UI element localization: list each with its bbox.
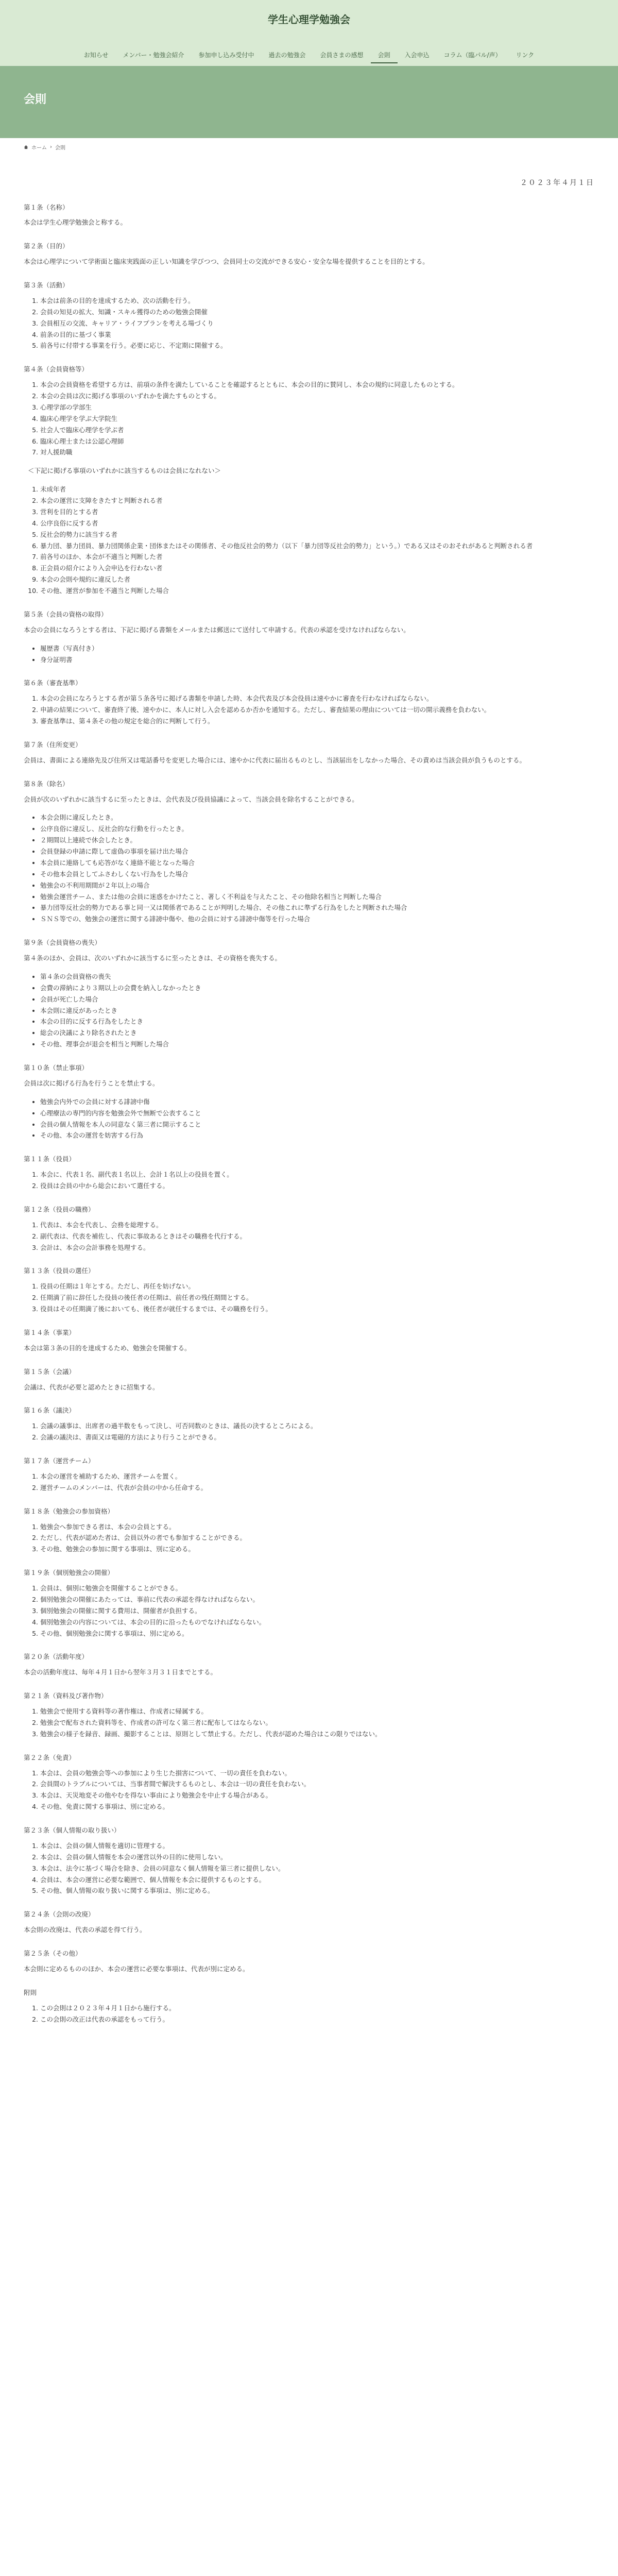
list-item: 1. 本会の会員資格を希望する方は、前項の条件を満たしていることを確認するとともに、本会の目的に賛同し、本会の規約に同意したものとする。 [40,379,594,391]
article-list [24,1583,594,1639]
article-list [24,693,594,727]
article-list [24,1169,594,1192]
list-item: • 総会の決議により除名されたとき [40,1027,594,1039]
list-item: • ２期間以上連続で休会したとき。 [40,835,594,846]
list-item: • その他、理事会が退会を相当と判断した場合 [40,1039,594,1050]
article-list [24,1521,594,1555]
article-text: 会員は、書面による連絡先及び住所又は電話番号を変更した場合には、速やかに代表に届出るものとし、当該届出をしなかった場合、その責めは当該会員が負うものとする。 [24,756,526,764]
list-item: • 会費の滞納により３期以上の会費を納入しなかったとき [40,982,594,994]
article-list [24,295,594,351]
article-text: 会員が次のいずれかに該当するに至ったときは、会代表及び役員協議によって、当該会員を除名することができる。 [24,795,358,803]
article-heading: 第１２条（役員の職務） [24,1205,95,1213]
article-heading: 第２５条（その他） [24,1950,82,1957]
article-a20 [24,1651,594,1678]
list-item: 2. 会員の知見の拡大、知識・スキル獲得のための勉強会開催 [40,307,594,318]
article-heading: 第６条（審査基準） [24,679,82,687]
list-item: 1. 本会は前条の目的を達成するため、次の活動を行う。 [40,295,594,307]
list-item: 2. 運営チームのメンバーは、代表が会員の中から任命する。 [40,1482,594,1494]
article-a15 [24,1366,594,1393]
article-a10 [24,1062,594,1141]
article-heading: 第２０条（活動年度） [24,1653,89,1661]
article-heading: 第１３条（役員の選任） [24,1267,95,1275]
list-item: 2. 勉強会で配布された資料等を、作成者の許可なく第三者に配布してはならない。 [40,1717,594,1728]
article-list [24,1096,594,1142]
articles [24,202,594,2025]
list-item: 5. その他、個別勉強会に関する事項は、別に定める。 [40,1628,594,1639]
article-a12 [24,1204,594,1253]
article-heading: 第９条（会員資格の喪失） [24,939,101,947]
list-item: 4. その他、免責に関する事項は、別に定める。 [40,1801,594,1812]
list-item: 1. 会員は、個別に勉強会を開催することができる。 [40,1583,594,1594]
article-a4 [24,364,594,597]
article-list [24,1840,594,1896]
article-a23 [24,1825,594,1896]
list-item: • 第４条の会員資格の喪失 [40,971,594,982]
nav-item[interactable]: 入会申込 [404,52,430,59]
article-heading: 第１０条（禁止事項） [24,1064,89,1072]
list-item: 1. 会議の議事は、出席者の過半数をもって決し、可否同数のときは、議長の決するところによる。 [40,1420,594,1432]
article-text: 本会は学生心理学勉強会と称する。 [24,218,127,227]
article-a14 [24,1327,594,1354]
article-a18 [24,1506,594,1555]
article-a7 [24,739,594,766]
list-item: • 本会会則に違反したとき。 [40,812,594,823]
list-item: • 本会則に違反があったとき [40,1005,594,1016]
list-item: 3. 会計は、本会の会計事務を処理する。 [40,1242,594,1253]
list-item: • 本会員に連絡しても応答がなく連絡不能となった場合 [40,857,594,869]
home-icon [24,145,28,149]
list-item: 2. 会員間のトラブルについては、当事者間で解決するものとし、本会は一切の責任を負わない。 [40,1778,594,1790]
list-item: 2. ただし、代表が認めた者は、会員以外の者でも参加することができる。 [40,1532,594,1544]
list-item: 2. 本会の会員は次に掲げる事項のいずれかを満たすものとする。 [40,391,594,402]
article-heading: 第１７条（運営チーム） [24,1457,95,1465]
site-header [0,0,618,66]
article-heading: 第１１条（役員） [24,1155,76,1163]
article-heading: 第１９条（個別勉強会の開催） [24,1569,114,1577]
article-a13 [24,1265,594,1315]
list-item: 3. 心理学部の学部生 [40,402,594,413]
site-title[interactable]: 学生心理学勉強会 [268,13,350,26]
list-item: • その他本会員としてふさわしくない行為をした場合 [40,869,594,880]
article-a8 [24,778,594,925]
list-item: • 暴力団等反社会的勢力である事と同一又は関係者であることが判明した場合、その他これに準ずる行為をしたと判断された場合 [40,902,594,913]
list-item: • ＳＮＳ等での、勉強会の運営に関する誹謗中傷や、他の会員に対する誹謗中傷等を行った場合 [40,913,594,925]
list-item: 2. 本会の運営に支障をきたすと判断される者 [40,495,594,506]
list-item: 1. 役員の任期は１年とする。ただし、再任を妨げない。 [40,1281,594,1292]
list-item: • 勉強会運営チーム、または他の会員に迷惑をかけたこと、著しく不利益を与えたこと、その他除名相当と判断した場合 [40,891,594,903]
article-a6 [24,677,594,727]
article-a19 [24,1567,594,1639]
article-supp [24,1987,594,2025]
article-a9 [24,937,594,1050]
article-list [24,1768,594,1813]
list-item: 2. 個別勉強会の開催にあたっては、事前に代表の承認を得なければならない。 [40,1594,594,1605]
article-a11 [24,1154,594,1192]
list-item: 4. 前条の目的に基づく事業 [40,329,594,341]
article-a17 [24,1455,594,1494]
list-item: 5. その他、個人情報の取り扱いに関する事項は、別に定める。 [40,1885,594,1896]
breadcrumb [0,138,618,156]
article-list [24,1219,594,1253]
list-item: 1. 未成年者 [40,484,594,495]
list-item: 2. 副代表は、代表を補佐し、代表に事故あるときはその職務を代行する。 [40,1231,594,1242]
article-heading: 第２２条（免責） [24,1753,76,1761]
article-text: 本会は第３条の目的を達成するため、勉強会を開催する。 [24,1344,191,1352]
rules-document [0,177,618,2025]
nav-item[interactable]: 会則 [371,47,398,63]
article-heading: 第４条（会員資格等） [24,365,89,374]
list-item: 3. 役員はその任期満了後においても、後任者が就任するまでは、その職務を行う。 [40,1303,594,1315]
article-list [24,2003,594,2025]
list-item: 3. 審査基準は、第４条その他の規定を総合的に判断して行う。 [40,716,594,727]
list-item: • 会員の個人情報を本人の同意なく第三者に開示すること [40,1119,594,1130]
article-text: 会員は次に掲げる行為を行うことを禁止する。 [24,1079,159,1087]
list-item: 4. 個別勉強会の内容については、本会の目的に沿ったものでなければならない。 [40,1617,594,1628]
list-item: • 勉強会の不利用期間が２年以上の場合 [40,880,594,891]
nav-item[interactable]: お知らせ [83,52,109,59]
article-list [24,971,594,1050]
article-a5 [24,609,594,666]
list-item: 5. 社会人で臨床心理学を学ぶ者 [40,425,594,436]
list-item: 6. 暴力団、暴力団員、暴力団関係企業・団体またはその関係者、その他反社会的勢力（以下「暴力団等反社会的勢力」という。）である又はそのおそれがあると判断される者 [40,540,594,552]
article-heading: 第８条（除名） [24,779,69,788]
list-item: 1. 本会に、代表１名、副代表１名以上、会計１名以上の役員を置く。 [40,1169,594,1180]
page-hero [0,66,618,138]
list-item: 3. 本会は、天災地変その他やむを得ない事由により勉強会を中止する場合がある。 [40,1790,594,1801]
list-item: 2. 会議の議決は、書面又は電磁的方法により行うことができる。 [40,1432,594,1443]
article-heading: 第１６条（議決） [24,1406,76,1415]
article-heading: 第１５条（会議） [24,1367,76,1376]
article-heading: 第２４条（会則の改廃） [24,1910,95,1919]
list-item: 10. その他、運営が参加を不適当と判断した場合 [40,585,594,597]
article-text: 本会の活動年度は、毎年４月１日から翌年３月３１日までとする。 [24,1668,217,1676]
article-list [24,643,594,666]
global-nav [31,47,587,63]
list-item: 3. その他、勉強会の参加に関する事項は、別に定める。 [40,1544,594,1555]
nav-item[interactable]: 過去の勉強会 [268,52,306,59]
nav-item[interactable]: 会員さまの感想 [320,52,364,59]
list-item: 1. 代表は、本会を代表し、会務を総理する。 [40,1219,594,1231]
list-item: 4. 公序良俗に反する者 [40,518,594,529]
article-a21 [24,1690,594,1740]
article-a3 [24,280,594,351]
list-item: 3. 本会は、法令に基づく場合を除き、会員の同意なく個人情報を第三者に提供しない。 [40,1863,594,1874]
list-item: 1. この会則は２０２３年４月１日から施行する。 [40,2003,594,2014]
article-heading: 附則 [24,1988,37,1996]
list-item: 1. 勉強会へ参加できる者は、本会の会員とする。 [40,1521,594,1533]
article-text: 会議は、代表が必要と認めたときに招集する。 [24,1383,159,1391]
article-heading: 第３条（活動） [24,281,69,289]
list-item: • 心理療法の専門的内容を勉強会外で無断で公表すること [40,1108,594,1119]
article-list [24,1706,594,1740]
nav-item[interactable]: メンバー・勉強会紹介 [123,52,184,59]
list-item: 7. 対人援助職 [40,447,594,458]
list-item: • 公序良俗に違反し、反社会的な行動を行ったとき。 [40,823,594,835]
article-heading: 第５条（会員の資格の取得） [24,610,108,618]
article-text: 本会則に定めるもののほか、本会の運営に必要な事項は、代表が別に定める。 [24,1964,249,1973]
article-list [24,379,594,458]
list-item: • 身分証明書 [40,654,594,666]
list-item: 6. 臨床心理士または公認心理師 [40,436,594,447]
article-heading: 第１８条（勉強会の参加資格） [24,1507,114,1515]
list-item: 4. 会員は、本会の運営に必要な範囲で、個人情報を本会に提供するものとする。 [40,1874,594,1886]
list-item: 1. 本会の会員になろうとする者が第５条各号に掲げる書類を申請した時、本会代表及び本会役員は速やかに審査を行わなければならない。 [40,693,594,704]
list-item: • 履歴書（写真付き） [40,643,594,654]
article-a2 [24,241,594,267]
article-list [24,1471,594,1494]
article-heading: 第２条（目的） [24,242,69,250]
list-item: • 会員登録の申請に際して虚偽の事項を届け出た場合 [40,846,594,857]
list-item: 3. 勉強会の様子を録音、録画、撮影することは、原則として禁止する。ただし、代表が認めた場合はこの限りではない。 [40,1728,594,1740]
nav-item[interactable]: リンク [516,52,535,59]
article-list [24,812,594,925]
article-note: ＜下記に掲げる事項のいずれかに該当するものは会員になれない＞ [28,467,221,475]
list-item: 2. 役員は会員の中から総会において選任する。 [40,1180,594,1192]
list-item: 2. この会則の改正は代表の承認をもって行う。 [40,2014,594,2025]
list-item: 2. 本会は、会員の個人情報を本会の運営以外の目的に使用しない。 [40,1852,594,1863]
list-item: 1. 勉強会で使用する資料等の著作権は、作成者に帰属する。 [40,1706,594,1717]
list-item: 1. 本会の運営を補助するため、運営チームを置く。 [40,1471,594,1482]
list-item: 9. 本会の会則や規約に違反した者 [40,574,594,585]
list-item: 3. 個別勉強会の開催に関する費用は、開催者が負担する。 [40,1605,594,1617]
article-list [24,1281,594,1315]
article-heading: 第７条（住所変更） [24,740,82,749]
list-item: 3. 営利を目的とする者 [40,506,594,518]
list-item: 5. 反社会的勢力に該当する者 [40,529,594,540]
article-heading: 第２１条（資料及び著作物） [24,1692,108,1700]
list-item: 1. 本会は、会員の個人情報を適切に管理する。 [40,1840,594,1852]
article-a16 [24,1405,594,1443]
list-item: 8. 正会員の紹介により入会申込を行わない者 [40,563,594,574]
list-item: 2. 申請の結果について、審査終了後、速やかに、本人に対し入会を認めるか否かを通知する。ただし、審査結果の理由については一切の開示義務を負わない。 [40,704,594,716]
article-a25 [24,1948,594,1975]
article-heading: 第２３条（個人情報の取り扱い） [24,1826,121,1834]
article-text: 本会の会員になろうとする者は、下記に掲げる書類をメールまたは郵送にて送付して申請する。代表の承認を受けなければならない。 [24,625,410,634]
list-item: • 勉強会内外での会員に対する誹謗中傷 [40,1096,594,1108]
breadcrumb-current: 会則 [55,145,65,151]
page-title: 会則 [24,93,47,106]
article-a22 [24,1752,594,1812]
list-item: 4. 臨床心理学を学ぶ大学院生 [40,413,594,425]
article-heading: 第１条（名称） [24,203,69,211]
list-item: • その他、本会の運営を妨害する行為 [40,1130,594,1141]
nav-item[interactable]: 参加申し込み受付中 [198,52,254,59]
nav-item[interactable]: コラム（臨パル/声） [443,52,502,59]
breadcrumb-separator: › [50,144,52,150]
list-item: • 本会の目的に反する行為をしたとき [40,1016,594,1027]
list-item: 1. 本会は、会員の勉強会等への参加により生じた損害について、一切の責任を負わない。 [40,1768,594,1779]
effective-date: ２０２３年４月１日 [520,179,594,187]
article-list [24,1420,594,1443]
list-item: 2. 任期満了前に辞任した役員の後任者の任期は、前任者の残任期間とする。 [40,1292,594,1303]
list-item: 7. 前各号のほか、本会が不適当と判断した者 [40,551,594,563]
breadcrumb-home[interactable]: ホーム [31,145,47,151]
article-list [24,484,594,597]
article-a1 [24,202,594,229]
article-text: 本会は心理学について学術面と臨床実践面の正しい知識を学びつつ、会員同士の交流ができる安心・安全な場を提供することを目的とする。 [24,258,429,266]
article-heading: 第１４条（事業） [24,1328,76,1336]
article-a24 [24,1909,594,1936]
article-text: 本会則の改廃は、代表の承認を得て行う。 [24,1926,146,1934]
list-item: 5. 前各号に付帯する事業を行う。必要に応じ、不定期に開催する。 [40,340,594,351]
list-item: 3. 会員相互の交流、キャリア・ライフプランを考える場づくり [40,318,594,329]
article-text: 第４条のほか、会員は、次のいずれかに該当するに至ったときは、その資格を喪失する。 [24,954,282,962]
list-item: • 会員が死亡した場合 [40,994,594,1005]
